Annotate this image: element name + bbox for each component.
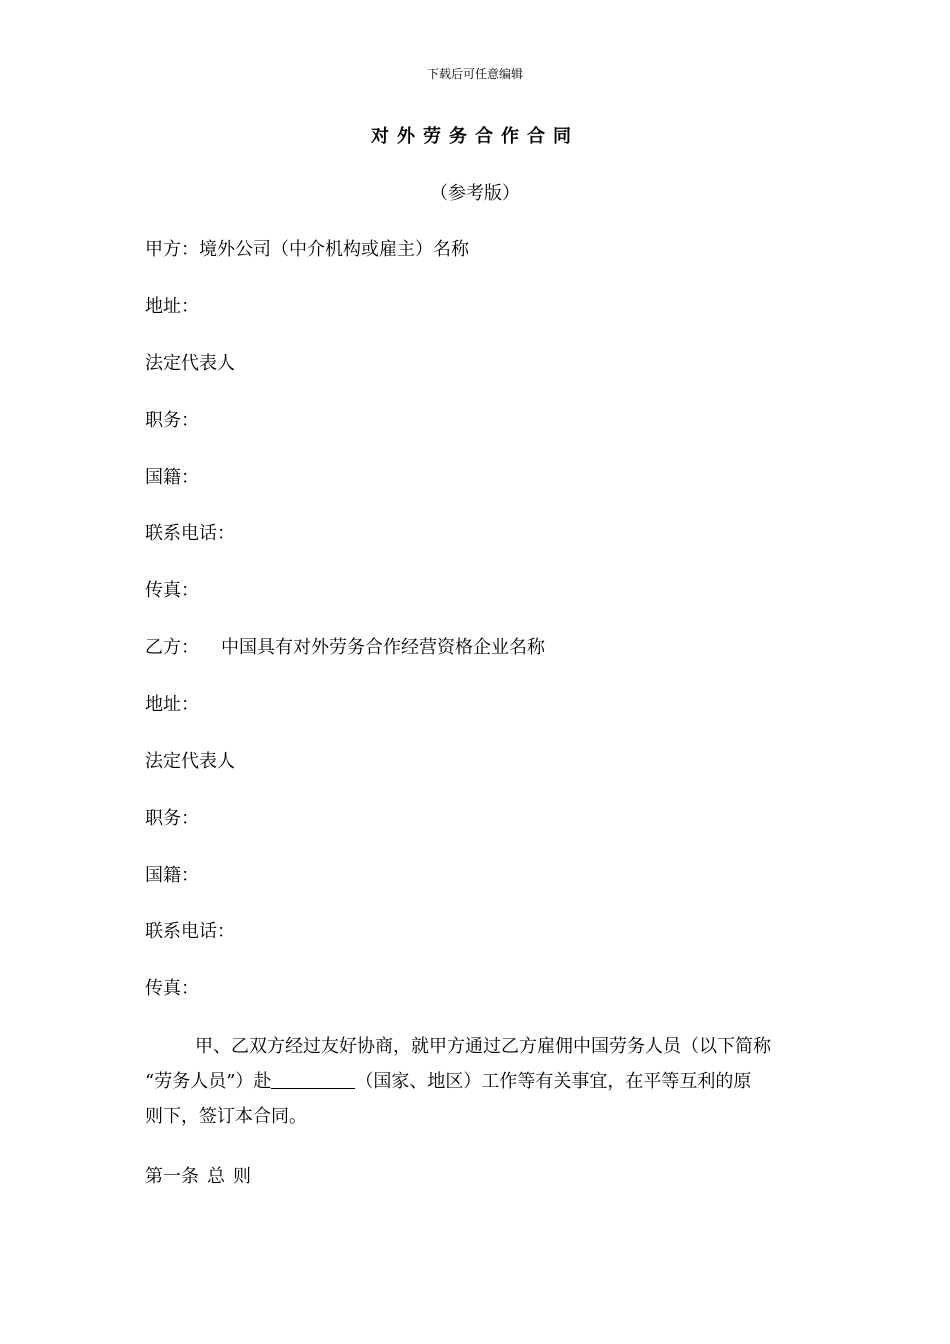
- party-b-address: 地址：: [145, 694, 199, 715]
- party-a-nationality: 国籍：: [145, 467, 199, 488]
- party-b-name: 中国具有对外劳务合作经营资格企业名称: [221, 637, 545, 658]
- party-b-legal-representative: 法定代表人: [145, 751, 235, 772]
- article-1-title-part1: 总: [207, 1166, 225, 1187]
- preamble-paragraph: [145, 1029, 805, 1134]
- preamble-line-2-start: “劳务人员”）赴: [145, 1071, 272, 1092]
- preamble-line-2-end: （国家、地区）工作等有关事宜，在平等互利的原: [355, 1071, 752, 1092]
- party-a-address: 地址：: [145, 296, 199, 317]
- party-b-heading: [145, 635, 545, 661]
- party-a-legal-representative: 法定代表人: [145, 353, 235, 374]
- party-a-label: 甲方：: [145, 239, 199, 260]
- header-note: 下载后可任意编辑: [426, 67, 523, 81]
- article-1-title-part2: 则: [233, 1166, 251, 1187]
- country-blank-line: [271, 1070, 355, 1089]
- party-b-nationality: 国籍：: [145, 865, 199, 886]
- preamble-line-3: 则下，签订本合同。: [145, 1106, 307, 1127]
- party-a-position: 职务：: [145, 410, 199, 431]
- document-title: 对外劳务合作合同: [371, 126, 579, 147]
- party-a-heading: [145, 237, 469, 263]
- document-subtitle: （参考版）: [430, 183, 520, 204]
- party-b-label: 乙方：: [145, 637, 199, 658]
- preamble-line-1: 甲、乙双方经过友好协商，就甲方通过乙方雇佣中国劳务人员（以下简称: [195, 1036, 771, 1057]
- party-b-phone: 联系电话：: [145, 921, 235, 942]
- article-1-heading: [145, 1164, 259, 1190]
- party-a-fax: 传真：: [145, 580, 199, 601]
- party-b-position: 职务：: [145, 808, 199, 829]
- party-a-phone: 联系电话：: [145, 523, 235, 544]
- preamble-line-2: [145, 1064, 805, 1099]
- party-b-fax: 传真：: [145, 978, 199, 999]
- article-1-number: 第一条: [145, 1166, 199, 1187]
- party-a-name: 境外公司（中介机构或雇主）名称: [199, 239, 469, 260]
